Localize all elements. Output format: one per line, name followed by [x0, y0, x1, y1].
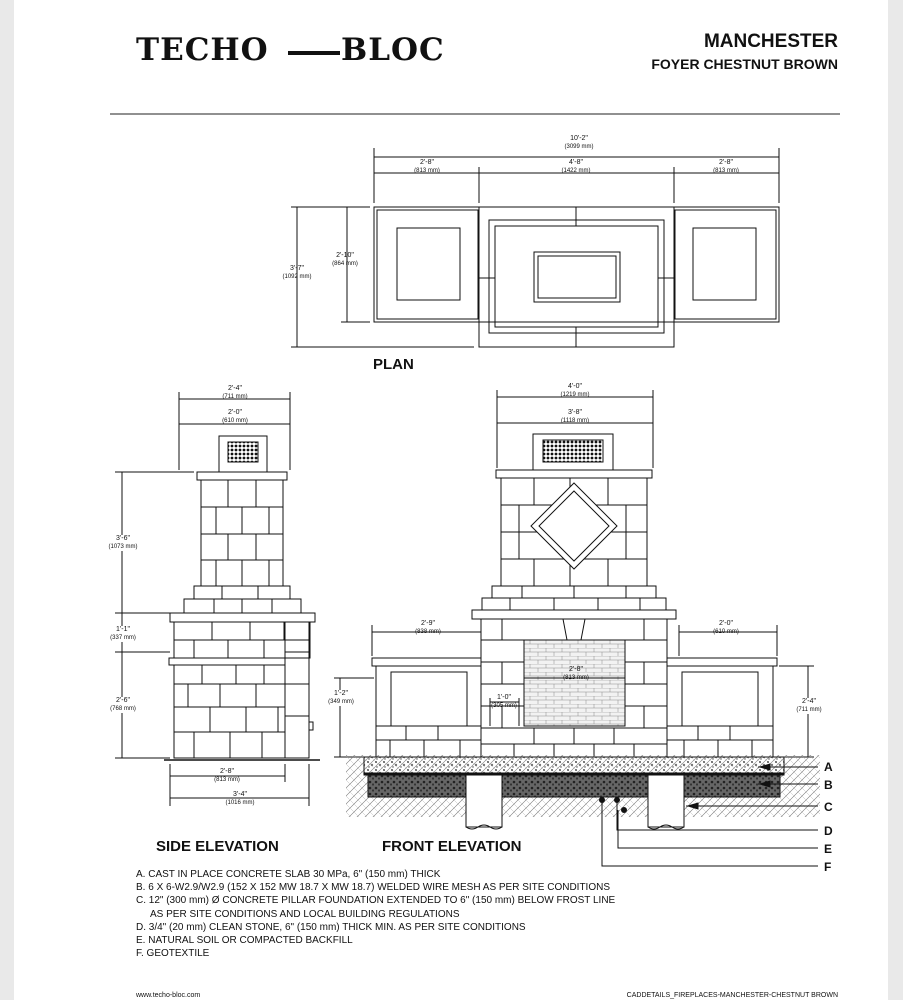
front-elevation-label: FRONT ELEVATION: [382, 838, 522, 855]
note-f: F. GEOTEXTILE: [136, 948, 210, 960]
callout-e: E: [824, 842, 833, 856]
plan-label: PLAN: [373, 356, 414, 373]
note-d: D. 3/4" (20 mm) CLEAN STONE, 6" (150 mm) THICK MIN. AS PER SITE CONDITIONS: [136, 921, 526, 933]
note-e: E. NATURAL SOIL OR COMPACTED BACKFILL: [136, 935, 353, 947]
logo-text-right: BLOC: [341, 32, 445, 68]
dim-plan-depth-outer: 3'-7" (1092 mm): [282, 265, 312, 280]
dim-side-base1: 2'-8" (813 mm): [214, 768, 240, 783]
footer-website: www.techo-bloc.com: [136, 992, 201, 999]
dim-front-bench: 2'-4" (711 mm): [787, 698, 831, 714]
dim-front-top: 3'-8" (1118 mm): [560, 409, 590, 424]
dim-side-cap: 2'-4" (711 mm): [222, 385, 248, 400]
side-elevation-label: SIDE ELEVATION: [156, 838, 279, 855]
note-a: A. CAST IN PLACE CONCRETE SLAB 30 MPa, 6" (150 mm) THICK: [136, 869, 441, 880]
dim-side-upper: 3'-6" (1073 mm): [102, 535, 144, 551]
dim-front-cap: 4'-0" (1219 mm): [560, 383, 590, 398]
callout-c: C: [824, 800, 833, 814]
dim-front-hearth: 1'-0" (305 mm): [491, 694, 517, 709]
dim-plan-left: 2'-8" (813 mm): [414, 159, 440, 174]
construction-notes: [136, 868, 615, 960]
dim-side-lower: 2'-6" (768 mm): [102, 697, 144, 713]
footer-filename: CADDETAILS_FIREPLACES-MANCHESTER-CHESTNUT BROWN: [626, 992, 838, 999]
dim-plan-mid: 4'-8" (1422 mm): [561, 159, 591, 174]
dim-front-right: 2'-0" (610 mm): [713, 620, 739, 635]
callout-f: F: [824, 860, 832, 874]
dim-front-height: 1'-2" (349 mm): [321, 690, 361, 706]
dim-front-left: 2'-9" (838 mm): [415, 620, 441, 635]
logo-text-left: TECHO: [136, 32, 269, 68]
plan-view: [291, 148, 779, 347]
color-name: FOYER CHESTNUT BROWN: [651, 56, 838, 72]
drawing-sheet: [14, 0, 888, 1000]
dim-plan-depth-inner: 2'-10" (864 mm): [332, 252, 358, 267]
dim-plan-total: 10'-2" (3099 mm): [564, 135, 594, 150]
callout-b: B: [824, 778, 833, 792]
callout-a: A: [824, 760, 833, 774]
dim-front-opening: 2'-8" (813 mm): [563, 666, 589, 681]
dim-side-top: 2'-0" (610 mm): [222, 409, 248, 424]
dim-side-base2: 3'-4" (1016 mm): [225, 791, 255, 806]
title-block: [651, 31, 838, 72]
note-b: B. 6 X 6-W2.9/W2.9 (152 X 152 MW 18.7 X MW 18.7) WELDED WIRE MESH AS PER SITE CONDITIONS: [136, 882, 611, 894]
front-elevation-view: [334, 390, 814, 757]
side-elevation-view: [115, 392, 320, 806]
dim-side-mid: 1'-1" (337 mm): [102, 626, 144, 642]
model-name: MANCHESTER: [703, 31, 838, 52]
callout-d: D: [824, 824, 833, 838]
note-c-continued: AS PER SITE CONDITIONS AND LOCAL BUILDING REGULATIONS: [150, 908, 460, 920]
note-c: C. 12" (300 mm) Ø CONCRETE PILLAR FOUNDATION EXTENDED TO 6" (150 mm) BELOW FROST LINE: [136, 895, 616, 907]
dim-plan-right: 2'-8" (813 mm): [713, 159, 739, 174]
